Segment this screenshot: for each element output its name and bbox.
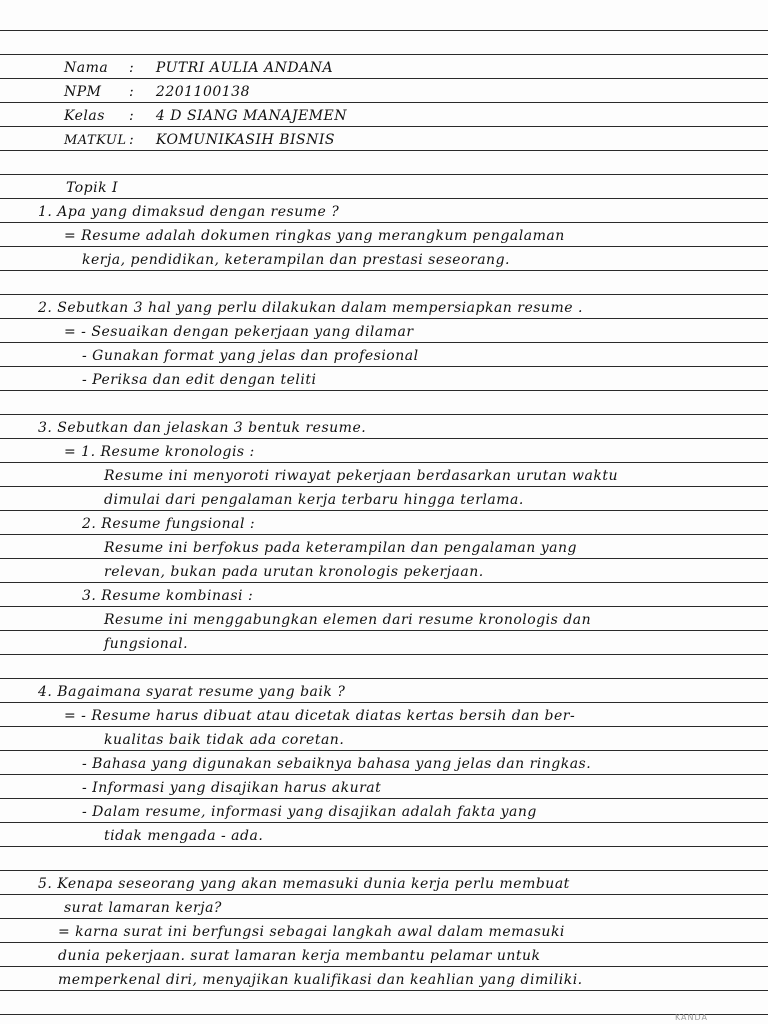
matkul-colon: : — [128, 132, 135, 148]
q3-item-text: Resume ini berfokus pada keterampilan dan pengalaman yang — [104, 540, 577, 556]
kelas-line — [64, 108, 347, 124]
kelas-label: Kelas — [64, 108, 105, 124]
q5-answer-line: dunia pekerjaan. surat lamaran kerja membantu pelamar untuk — [58, 948, 541, 964]
name-label: Nama — [64, 60, 109, 76]
kelas-value: 4 D SIANG MANAJEMEN — [155, 108, 347, 124]
q1-question: 1. Apa yang dimaksud dengan resume ? — [38, 204, 340, 220]
q4-answer-line: = - Resume harus dibuat atau dicetak diatas kertas bersih dan ber- — [64, 708, 576, 724]
topic-heading: Topik I — [66, 180, 119, 196]
q4-answer-line: - Dalam resume, informasi yang disajikan adalah fakta yang — [82, 804, 537, 820]
q3-item-text: relevan, bukan pada urutan kronologis pekerjaan. — [104, 564, 484, 580]
name-value: PUTRI AULIA ANDANA — [155, 60, 334, 76]
q3-question: 3. Sebutkan dan jelaskan 3 bentuk resume. — [38, 420, 367, 436]
q1-answer-line: kerja, pendidikan, keterampilan dan prestasi seseorang. — [82, 252, 510, 268]
npm-line — [64, 84, 250, 100]
name-colon: : — [128, 60, 135, 76]
matkul-label: MATKUL — [64, 133, 127, 148]
q3-item-heading: 2. Resume fungsional : — [82, 516, 256, 532]
q2-question: 2. Sebutkan 3 hal yang perlu dilakukan dalam mempersiapkan resume . — [38, 300, 583, 316]
q3-item-heading: 3. Resume kombinasi : — [82, 588, 254, 604]
q3-item-text: dimulai dari pengalaman kerja terbaru hingga terlama. — [104, 492, 524, 508]
q5-answer-line: = karna surat ini berfungsi sebagai langkah awal dalam memasuki — [58, 924, 565, 940]
q2-answer-line: - Gunakan format yang jelas dan profesional — [82, 348, 419, 364]
q4-answer-line: - Informasi yang disajikan harus akurat — [82, 780, 382, 796]
matkul-line — [64, 132, 335, 149]
q2-answer-line: = - Sesuaikan dengan pekerjaan yang dilamar — [64, 324, 414, 340]
q2-answer-line: - Periksa dan edit dengan teliti — [82, 372, 317, 388]
q4-answer-line: kualitas baik tidak ada coretan. — [104, 732, 345, 748]
name-line — [64, 60, 333, 76]
q4-answer-line: - Bahasa yang digunakan sebaiknya bahasa yang jelas dan ringkas. — [82, 756, 592, 772]
npm-label: NPM — [64, 84, 102, 100]
q4-answer-line: tidak mengada - ada. — [104, 828, 264, 844]
npm-value: 2201100138 — [155, 84, 250, 100]
q3-item-text: Resume ini menyoroti riwayat pekerjaan berdasarkan urutan waktu — [104, 468, 618, 484]
matkul-value: KOMUNIKASIH BISNIS — [155, 132, 335, 148]
q5-answer-line: memperkenal diri, menyajikan kualifikasi dan keahlian yang dimiliki. — [58, 972, 583, 988]
q5-question: surat lamaran kerja? — [64, 900, 222, 916]
q4-question: 4. Bagaimana syarat resume yang baik ? — [38, 684, 346, 700]
q3-item-text: Resume ini menggabungkan elemen dari resume kronologis dan — [104, 612, 592, 628]
q3-item-text: fungsional. — [104, 636, 189, 652]
kelas-colon: : — [128, 108, 135, 124]
q3-item-heading: = 1. Resume kronologis : — [64, 444, 255, 460]
q5-question: 5. Kenapa seseorang yang akan memasuki dunia kerja perlu membuat — [38, 876, 570, 892]
q1-answer-line: = Resume adalah dokumen ringkas yang merangkum pengalaman — [64, 228, 565, 244]
paper-brand-stamp: KANDA — [674, 1013, 708, 1022]
npm-colon: : — [128, 84, 135, 100]
